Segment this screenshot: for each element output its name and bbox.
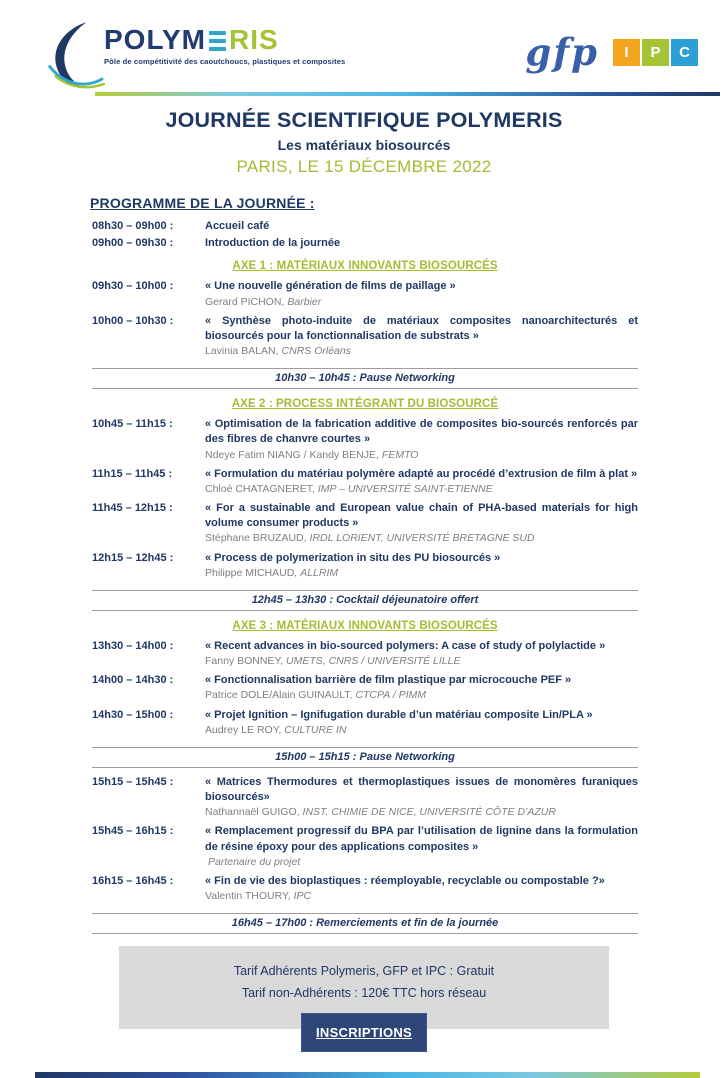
speaker-affiliation: IPC: [293, 890, 312, 903]
polymeris-tagline: Pôle de compétitivité des caoutchoucs, plastiques et composites: [104, 57, 346, 66]
speaker-affiliation: Partenaire du projet: [208, 855, 301, 868]
program-row: [92, 673, 638, 705]
speaker-name: Stéphane BRUZAUD,: [205, 532, 307, 545]
polymeris-logo: [42, 20, 345, 88]
speaker-name: Lavinia BALAN,: [205, 345, 279, 358]
program-row: [92, 236, 638, 251]
pricing-non-members: Tarif non-Adhérents : 120€ TTC hors réseau: [241, 986, 487, 1001]
speaker-line: [205, 482, 638, 496]
speaker-line: [205, 295, 638, 309]
speaker-affiliation: CNRS Orléans: [281, 345, 351, 358]
speaker-line: [205, 723, 638, 737]
program-row: [92, 775, 638, 823]
speaker-name: Gerard PICHON,: [205, 295, 285, 308]
session-time: 14h30 – 15h00 :: [92, 708, 174, 721]
speaker-affiliation: FEMTO: [381, 448, 419, 461]
speaker-line: [205, 688, 638, 702]
speaker-name: Valentin THOURY,: [205, 890, 291, 903]
session-title: « Fonctionnalisation barrière de film plastique par microcouche PEF »: [205, 674, 572, 687]
session-time: 10h00 – 10h30 :: [92, 314, 174, 327]
speaker-affiliation: Barbier: [287, 295, 322, 308]
speaker-name: Patrice DOLE/Alain GUINAULT,: [205, 689, 353, 702]
program-row: [92, 708, 638, 740]
session-title: « Matrices Thermodures et thermoplastiques issues de monomères furaniques biosourcés»: [205, 775, 638, 804]
session-time: 08h30 – 09h00 :: [92, 220, 174, 232]
session-title: Accueil café: [205, 220, 270, 232]
session-time: 11h45 – 12h15 :: [92, 502, 173, 515]
speaker-affiliation: UMETS, CNRS / UNIVERSITÉ LILLE: [286, 655, 461, 668]
programme-heading: PROGRAMME DE LA JOURNÉE :: [90, 195, 315, 211]
polymeris-swoosh-icon: [42, 20, 100, 88]
speaker-name: Nathannaël GUIGO,: [205, 806, 300, 819]
speaker-line: [205, 566, 638, 580]
program-row: [92, 314, 638, 362]
session-time: 13h30 – 14h00 :: [92, 639, 174, 652]
session-title: « Remplacement progressif du BPA par l’utilisation de lignine dans la formulation de résine époxy pour des applications composites »: [205, 825, 638, 853]
session-time: 09h00 – 09h30 :: [92, 237, 174, 250]
session-time: 11h15 – 11h45 :: [92, 467, 173, 480]
pause-row: 15h00 – 15h15 : Pause Networking: [92, 747, 638, 768]
program-row: [92, 501, 638, 549]
polymeris-wordmark: [104, 26, 345, 54]
axis-heading: AXE 2 : PROCESS INTÉGRANT DU BIOSOURCÉ: [231, 398, 499, 411]
pricing-members: Tarif Adhérents Polymeris, GFP et IPC : Gratuit: [233, 964, 495, 979]
session-title: « Fin de vie des bioplastiques : réemployable, recyclable ou compostable ?»: [205, 874, 605, 887]
program-row: [92, 279, 638, 311]
speaker-affiliation: IMP – UNIVERSITÉ SAINT-ETIENNE: [317, 482, 493, 495]
program-row: [92, 639, 638, 671]
speaker-name: Philippe MICHAUD,: [205, 566, 298, 579]
ipc-logo: [613, 39, 698, 66]
speaker-line: [205, 448, 638, 462]
session-title: « Synthèse photo-induite de matériaux composites nanoarchitecturés et biosourcés pour la fonctionnalisation de substrats »: [205, 314, 638, 342]
wordmark-ris: RIS: [229, 24, 279, 55]
ipc-letter-c: C: [671, 39, 698, 66]
ipc-letter-p: P: [642, 39, 669, 66]
session-title: « Une nouvelle génération de films de paillage »: [205, 280, 456, 293]
pause-row: 12h45 – 13h30 : Cocktail déjeunatoire offert: [92, 590, 638, 611]
session-time: 16h15 – 16h45 :: [92, 874, 174, 887]
session-time: 10h45 – 11h15 :: [92, 418, 173, 431]
session-title: « For a sustainable and European value chain of PHA-based materials for high volume consumer products »: [205, 502, 638, 530]
polymeris-e-bars-icon: [209, 31, 226, 51]
speaker-line: [205, 855, 638, 869]
event-date-location: PARIS, LE 15 DÉCEMBRE 2022: [236, 157, 492, 176]
session-title: « Formulation du matériau polymère adapté au procédé d’extrusion de film à plat »: [205, 467, 638, 480]
program-row: [92, 551, 638, 583]
speaker-affiliation: ALLRIM: [300, 566, 339, 579]
speaker-line: [205, 654, 638, 668]
speaker-line: [205, 805, 638, 819]
gfp-logo: gfp: [525, 30, 599, 74]
pause-row: 10h30 – 10h45 : Pause Networking: [92, 368, 638, 389]
speaker-affiliation: CULTURE IN: [284, 723, 347, 736]
speaker-affiliation: INST. CHIMIE DE NICE, UNIVERSITÉ CÔTE D’AZUR: [302, 806, 556, 819]
session-title: Introduction de la journée: [205, 237, 341, 250]
page-subtitle: Les matériaux biosourcés: [277, 137, 451, 153]
speaker-line: [205, 344, 638, 358]
program-row: [92, 874, 638, 906]
partner-logos: [525, 20, 698, 74]
session-time: 12h15 – 12h45 :: [92, 551, 174, 564]
axis-heading: AXE 3 : MATÉRIAUX INNOVANTS BIOSOURCÉS: [232, 619, 498, 632]
axis-heading: AXE 1 : MATÉRIAUX INNOVANTS BIOSOURCÉS: [232, 260, 498, 273]
wordmark-polym: POLYM: [104, 24, 206, 55]
speaker-line: [205, 889, 638, 903]
inscriptions-button[interactable]: INSCRIPTIONS: [301, 1013, 427, 1052]
speaker-name: Chloé CHATAGNERET,: [205, 482, 315, 495]
header: [0, 0, 728, 88]
session-title: « Projet Ignition – Ignifugation durable d’un matériau composite Lin/PLA »: [205, 708, 593, 721]
session-time: 09h30 – 10h00 :: [92, 280, 174, 293]
session-title: « Recent advances in bio-sourced polymers: A case of study of polylactide »: [205, 639, 606, 652]
session-time: 15h45 – 16h15 :: [92, 825, 174, 838]
program-row: [92, 219, 638, 234]
session-title: « Process de polymerization in situ des PU biosourcés »: [205, 551, 501, 564]
ipc-letter-i: I: [613, 39, 640, 66]
title-block: [0, 108, 728, 177]
speaker-affiliation: IRDL LORIENT, UNIVERSITÉ BRETAGNE SUD: [309, 532, 535, 545]
speaker-name: Audrey LE ROY,: [205, 723, 282, 736]
pause-row: 16h45 – 17h00 : Remerciements et fin de la journée: [92, 913, 638, 934]
schedule: [92, 219, 638, 934]
session-time: 14h00 – 14h30 :: [92, 674, 174, 687]
session-title: « Optimisation de la fabrication additive de composites bio-sourcés renforcés par des fibres de chanvre courtes »: [205, 418, 638, 446]
program-row: [92, 417, 638, 465]
footer-gradient-bar: [35, 1072, 700, 1078]
speaker-name: Fanny BONNEY,: [205, 655, 284, 668]
program-row: [92, 467, 638, 499]
speaker-line: [205, 531, 638, 545]
speaker-affiliation: CTCPA / PIMM: [355, 689, 427, 702]
session-time: 15h15 – 15h45 :: [92, 775, 174, 788]
header-gradient-rule: [95, 92, 720, 96]
speaker-name: Ndeye Fatim NIANG / Kandy BENJE,: [205, 448, 379, 461]
program-row: [92, 824, 638, 872]
page-title: JOURNÉE SCIENTIFIQUE POLYMERIS: [165, 108, 563, 132]
